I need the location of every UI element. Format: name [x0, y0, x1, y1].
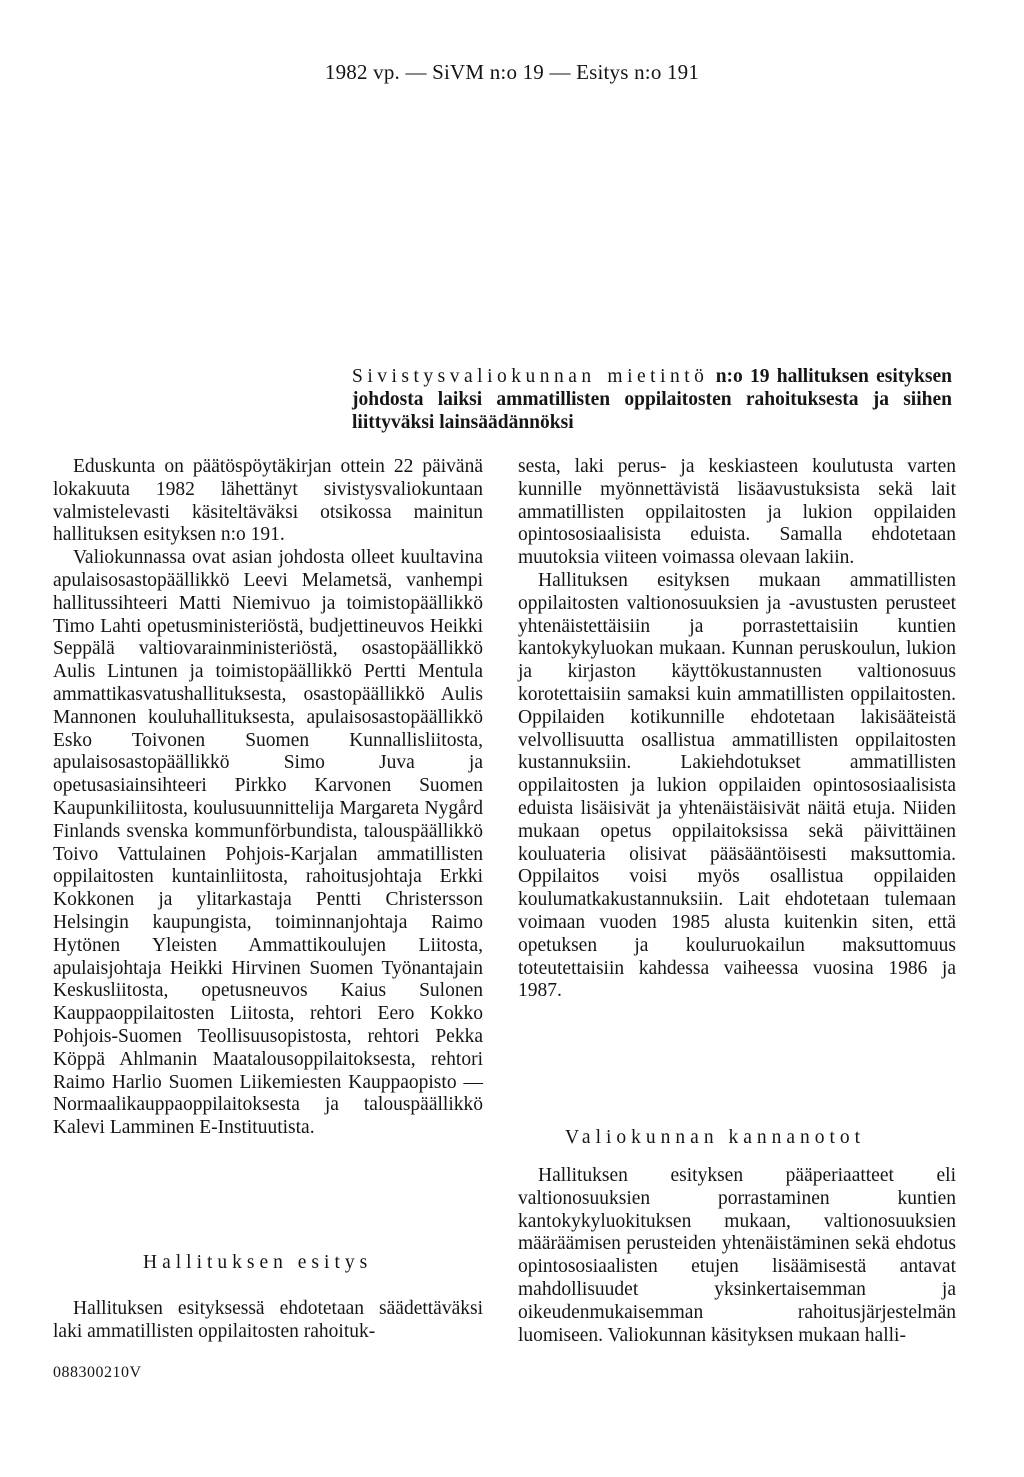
paragraph-proposal-details: Hallituksen esityksen mukaan ammatillisten oppilaitosten valtionosuuksien ja -avustusten perusteet yhtenäistettäisiin ja porrastettaisiin kuntien kantokykyluokan mukaan. Kunnan peruskoulun, lukion ja kirjaston käyttökustannusten valtionosuus korotettaisiin samaksi kuin ammatillisten oppilaitosten. Oppilaiden kotikunnille ehdotetaan lakisääteistä velvollisuutta osallistua ammatillisten oppilaitosten kustannuksiin. Lakiehdotukset ammatillisten oppilaitosten ja lukion oppilaiden opintososiaalisista eduista lisäisivät ja yhtenäistäisivät näitä etuja. Niiden mukaan opetus oppilaitoksissa sekä päivittäinen kouluateria olisivat pääsääntöisesti maksuttomia. Oppilaitos voisi myös osallistua oppilaiden koulumatkakustannuksiin. Lait ehdotetaan tulemaan voimaan vuoden 1985 alusta kuitenkin siten, että opetuksen ja kouluruokailun maksuttomuus toteutettaisiin kahdessa vaiheessa vuosina 1986 ja 1987.	[518, 569, 956, 1002]
section-heading-committee-position: Valiokunnan kannanotot	[565, 1127, 866, 1148]
report-title-rest: n:o 19 hallituksen esityksen johdosta laiksi ammatillisten oppilaitosten rahoituksesta ja siihen liittyväksi lainsäädännöksi	[352, 366, 952, 433]
document-code: 088300210V	[53, 1364, 142, 1381]
section-heading-government-proposal: Hallituksen esitys	[143, 1252, 373, 1273]
running-head: 1982 vp. — SiVM n:o 19 — Esitys n:o 191	[324, 60, 700, 84]
paragraph-proposal-continued: sesta, laki perus- ja keskiasteen koulutusta varten kunnille myönnettävistä lisäavustuksista sekä lait ammatillisten oppilaitosten ja lukion oppilaiden opintososiaalisista eduista. Samalla ehdotetaan muutoksia viiteen voimassa olevaan lakiin.	[518, 456, 956, 569]
paragraph-proposal-start: Hallituksen esityksessä ehdotetaan säädettäväksi laki ammatillisten oppilaitosten rahoituk-	[53, 1298, 483, 1342]
paragraph-committee-position: Hallituksen esityksen pääperiaatteet eli valtionosuuksien porrastaminen kuntien kantokykyluokituksen mukaan, valtionosuuksien määräämisen perusteiden yhtenäistäminen sekä ehdotus opintososiaalisten etujen lisäämisestä antavat mahdollisuudet yksinkertaisemman ja oikeudenmukaisemman rahoitusjärjestelmän luomiseen. Valiokunnan käsityksen mukaan halli-	[518, 1165, 956, 1346]
left-column	[53, 456, 483, 1140]
report-title	[352, 365, 952, 434]
right-column-tail	[518, 1165, 956, 1347]
report-title-lead: Sivistysvaliokunnan mietintö	[352, 366, 709, 387]
paragraph-referral: Eduskunta on päätöspöytäkirjan ottein 22 päivänä lokakuuta 1982 lähettänyt sivistysvaliokuntaan valmistelevasti käsiteltäväksi otsikossa mainitun hallituksen esityksen n:o 191.	[53, 456, 483, 546]
paragraph-hearings: Valiokunnassa ovat asian johdosta olleet kuultavina apulaisosastopäällikkö Leevi Melametsä, vanhempi hallitussihteeri Matti Niemivuo ja toimistopäällikkö Timo Lahti opetusministeriöstä, budjettineuvos Heikki Seppälä valtiovarainministeriöstä, osastopäällikkö Aulis Lintunen ja toimistopäällikkö Pertti Mentula ammattikasvatushallituksesta, osastopäällikkö Aulis Mannonen kouluhallituksesta, apulaisosastopäällikkö Esko Toivonen Suomen Kunnallisliitosta, apulaisosastopäällikkö Simo Juva ja opetusasiainsihteeri Pirkko Karvonen Suomen Kaupunkiliitosta, koulusuunnittelija Margareta Nygård Finlands svenska kommunförbundista, talouspäällikkö Toivo Vattulainen Pohjois-Karjalan ammatillisten oppilaitosten kuntainliitosta, rahoitusjohtaja Erkki Kokkonen ja ylitarkastaja Pentti Christersson Helsingin kaupungista, toiminnanjohtaja Raimo Hytönen Yleisten Ammattikoulujen Liitosta, apulaisjohtaja Heikki Hirvinen Suomen Työnantajain Keskusliitosta, opetusneuvos Kaius Sulonen Kauppaoppilaitosten Liitosta, rehtori Eero Kokko Pohjois-Suomen Teollisuusopistosta, rehtori Pekka Köppä Ahlmanin Maatalousoppilaitoksesta, rehtori Raimo Harlio Suomen Liikemiesten Kauppaopisto — Normaalikauppaoppilaitoksesta ja talouspäällikkö Kalevi Lamminen E-Instituutista.	[53, 547, 483, 1139]
right-column	[518, 456, 956, 1003]
left-column-tail	[53, 1298, 483, 1344]
